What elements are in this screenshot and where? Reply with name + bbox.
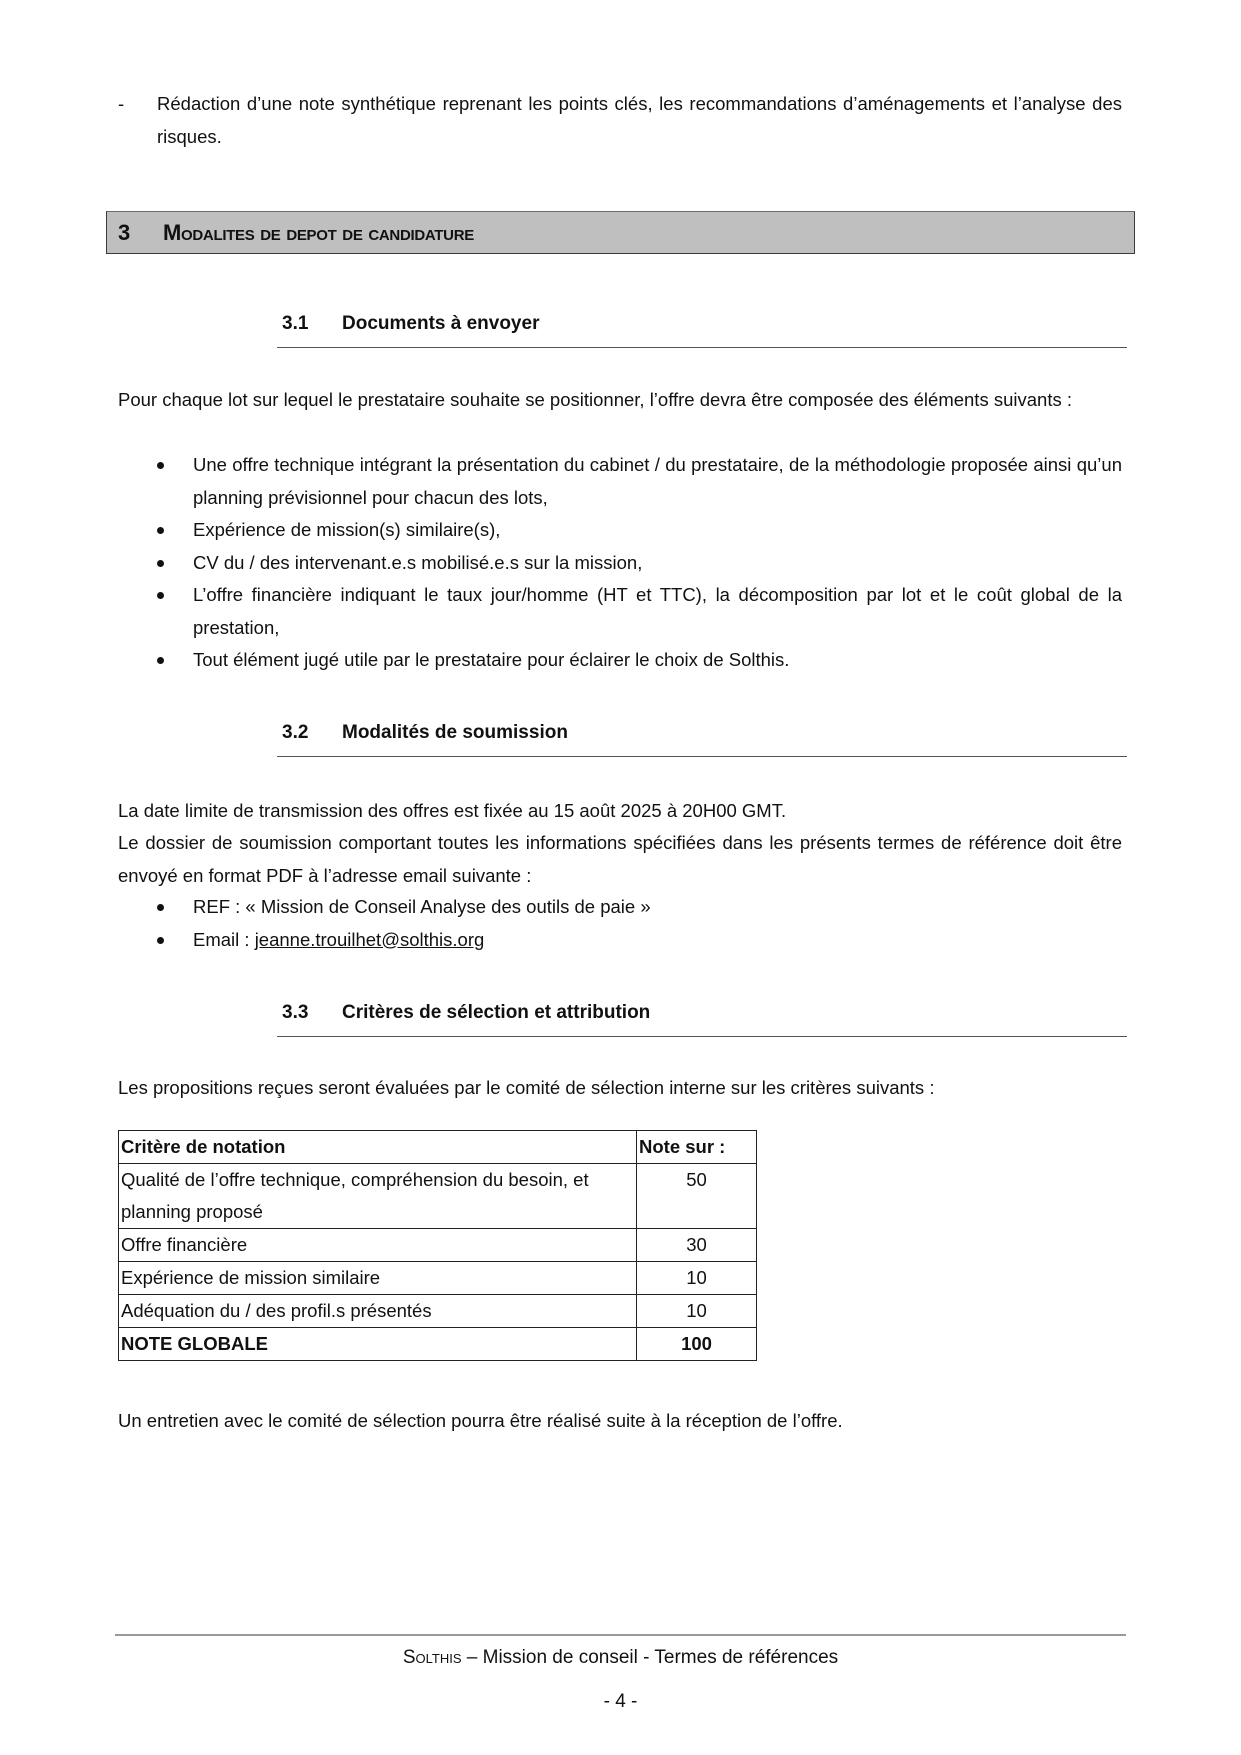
intro-item-text: Rédaction d’une note synthétique reprenant les points clés, les recommandations d’aménagements et l’analyse des risques. [157, 93, 1122, 147]
closing-paragraph: Un entretien avec le comité de sélection pourra être réalisé suite à la réception de l’offre. [118, 1410, 843, 1431]
paragraph-3-1-intro: Pour chaque lot sur lequel le prestataire souhaite se positionner, l’offre devra être composée des éléments suivants : [118, 389, 1072, 410]
subsection-heading-3-1 [277, 313, 1127, 348]
footer-text [0, 1644, 1241, 1672]
documents-bullet-list [118, 449, 1122, 677]
total-label-cell: NOTE GLOBALE [119, 1328, 637, 1361]
reference-text: REF : « Mission de Conseil Analyse des outils de paie » [193, 896, 651, 917]
page-number: - 4 - [603, 1691, 638, 1712]
subsection-title: Documents à envoyer [342, 313, 540, 334]
subsection-number: 3.2 [282, 722, 309, 743]
deadline-text: La date limite de transmission des offres est fixée au 15 août 2025 à 20H00 GMT. [118, 800, 787, 821]
subsection-heading-3-2 [277, 722, 1127, 757]
table-header-row [119, 1131, 757, 1164]
column-header-criterion: Critère de notation [119, 1131, 637, 1164]
submission-bullet-list [118, 891, 1122, 956]
score-cell: 10 [637, 1295, 757, 1328]
bullet-icon [157, 904, 164, 911]
list-item [118, 891, 1122, 924]
paragraph-3-3: Les propositions reçues seront évaluées par le comité de sélection interne sur les critères suivants : [118, 1077, 935, 1098]
column-header-score: Note sur : [637, 1131, 757, 1164]
section-heading-box [106, 211, 1135, 254]
score-cell: 50 [637, 1164, 757, 1229]
footer-divider [115, 1634, 1126, 1636]
subsection-title: Critères de sélection et attribution [342, 1002, 651, 1023]
section-title: Modalites de depot de candidature [163, 220, 474, 245]
list-item: Tout élément jugé utile par le prestataire pour éclairer le choix de Solthis. [118, 644, 1122, 677]
score-cell: 10 [637, 1262, 757, 1295]
bullet-icon [157, 462, 164, 469]
footer-brand: Solthis [402, 1647, 462, 1668]
bullet-icon [157, 527, 164, 534]
criteria-table [118, 1130, 757, 1361]
score-cell: 30 [637, 1229, 757, 1262]
total-score-cell: 100 [637, 1328, 757, 1361]
subsection-number: 3.1 [282, 313, 309, 334]
bullet-icon [157, 560, 164, 567]
criterion-cell: Qualité de l’offre technique, compréhension du besoin, et planning proposé [119, 1164, 637, 1229]
criterion-cell: Expérience de mission similaire [119, 1262, 637, 1295]
bullet-icon [157, 657, 164, 664]
list-item: Expérience de mission(s) similaire(s), [118, 514, 1122, 547]
section-number: 3 [118, 220, 131, 245]
list-item: CV du / des intervenant.e.s mobilisé.e.s sur la mission, [118, 547, 1122, 580]
table-row [119, 1164, 757, 1229]
criterion-cell: Adéquation du / des profil.s présentés [119, 1295, 637, 1328]
email-label: Email : [193, 928, 255, 950]
list-item [118, 924, 1122, 957]
subsection-number: 3.3 [282, 1002, 309, 1023]
footer-title: – Mission de conseil - Termes de références [461, 1647, 839, 1668]
list-item: L’offre financière indiquant le taux jour/homme (HT et TTC), la décomposition par lot et le coût global de la prestation, [118, 579, 1122, 644]
criterion-cell: Offre financière [119, 1229, 637, 1262]
subsection-title: Modalités de soumission [342, 722, 568, 743]
table-row [119, 1262, 757, 1295]
table-total-row [119, 1328, 757, 1361]
intro-list-item [118, 88, 1122, 153]
list-item: Une offre technique intégrant la présentation du cabinet / du prestataire, de la méthodologie proposée ainsi qu’un planning prévisionnel pour chacun des lots, [118, 449, 1122, 514]
paragraph-3-2: Le dossier de soumission comportant toutes les informations spécifiées dans les présents termes de référence doit être envoyé en format PDF à l’adresse email suivante : [118, 832, 1122, 886]
bullet-icon [157, 937, 164, 944]
table-row [119, 1229, 757, 1262]
bullet-icon [157, 592, 164, 599]
email-link[interactable]: jeanne.trouilhet@solthis.org [254, 928, 485, 950]
dash-marker: - [118, 93, 125, 114]
table-row [119, 1295, 757, 1328]
subsection-heading-3-3 [277, 1002, 1127, 1037]
